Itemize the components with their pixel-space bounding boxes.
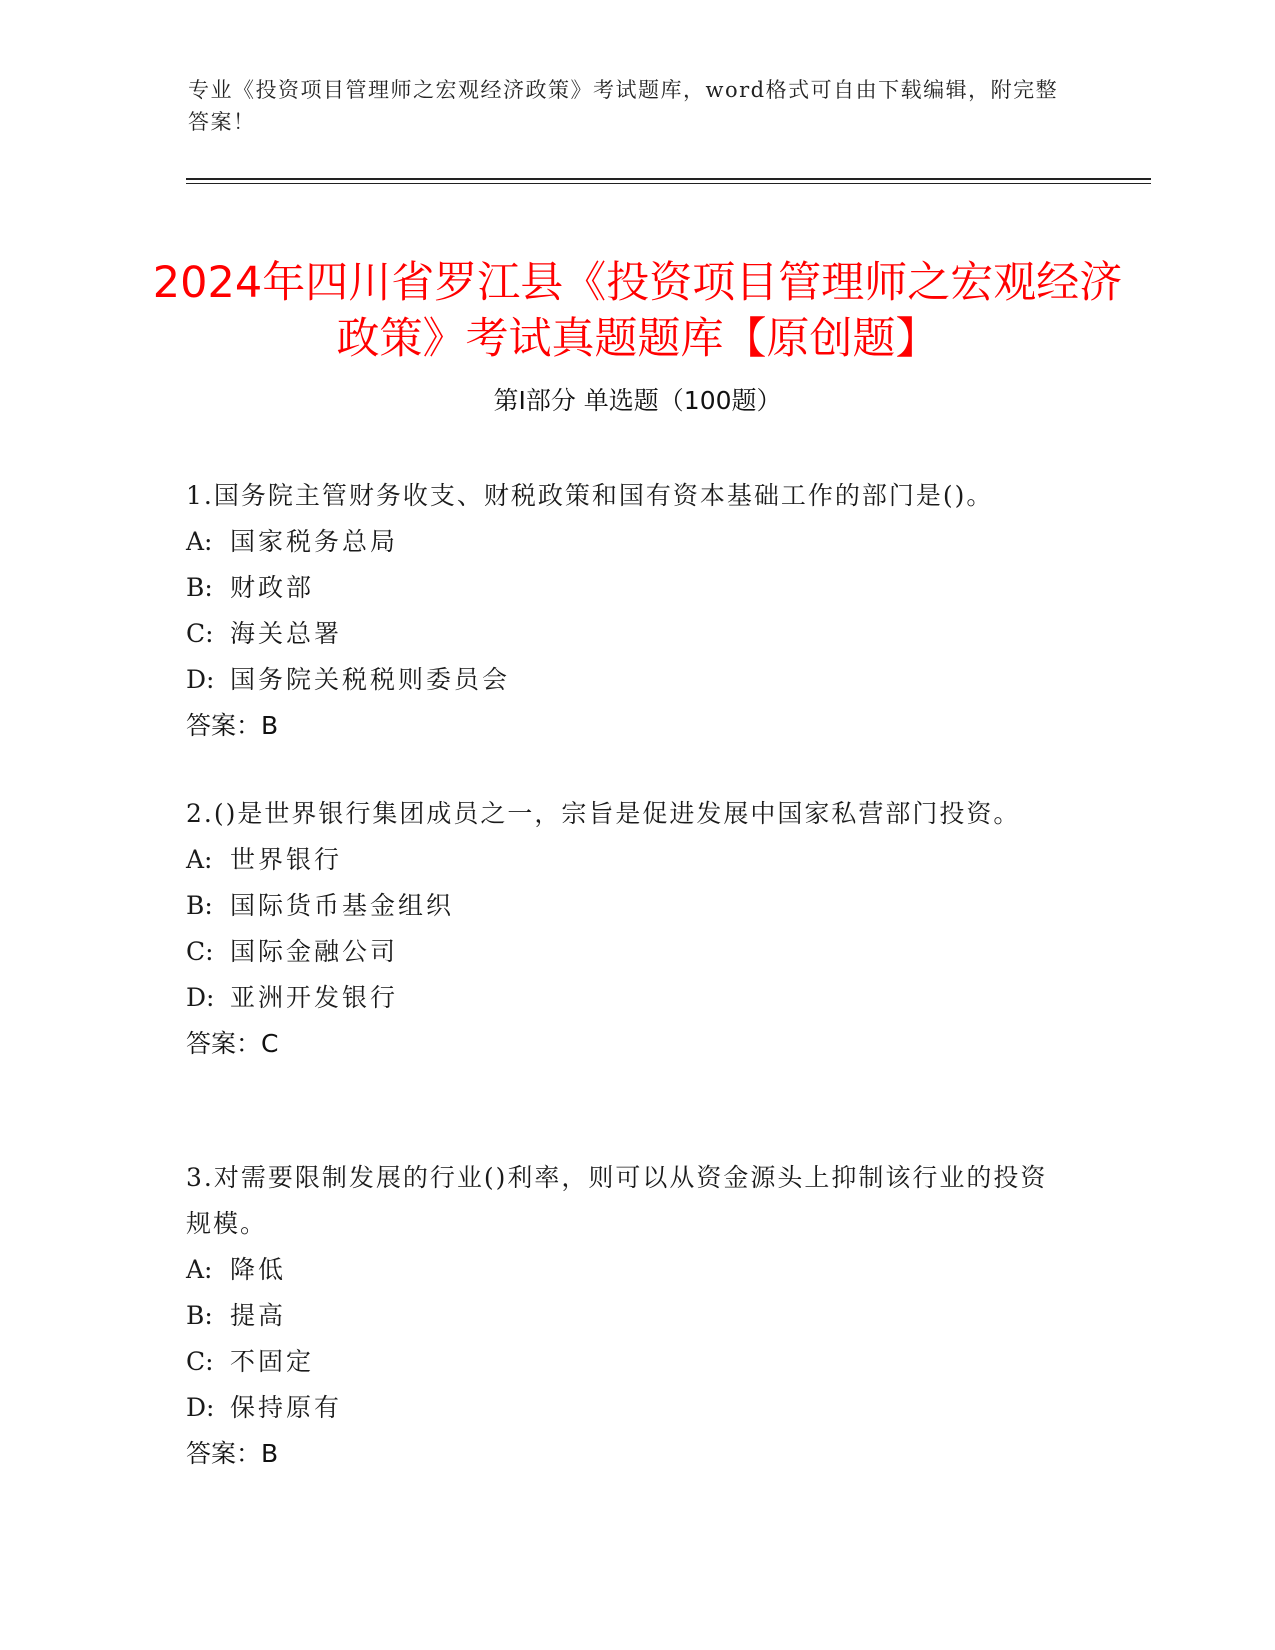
option-d (186, 1385, 1066, 1431)
option-c (186, 611, 1066, 657)
option-letter: B: (186, 1301, 213, 1330)
option-text: 国际货币基金组织 (230, 891, 455, 920)
option-text: 国家税务总局 (230, 527, 399, 556)
option-text: 降低 (230, 1255, 287, 1284)
option-d (186, 975, 1066, 1021)
option-text: 国际金融公司 (230, 937, 399, 966)
option-c (186, 1339, 1066, 1385)
option-text: 财政部 (230, 573, 315, 602)
option-letter: D: (186, 983, 215, 1012)
option-text: 亚洲开发银行 (230, 983, 399, 1012)
option-letter: C: (186, 619, 214, 648)
answer: 答案：B (186, 1439, 279, 1468)
document-title: 2024年四川省罗江县《投资项目管理师之宏观经济政策》考试真题题库【原创题】 (152, 257, 1123, 364)
option-text: 不固定 (230, 1347, 315, 1376)
answer: 答案：B (186, 711, 279, 740)
option-c (186, 929, 1066, 975)
option-text: 提高 (230, 1301, 287, 1330)
question-1 (186, 473, 1066, 749)
option-text: 海关总署 (230, 619, 343, 648)
header-divider-thick (186, 178, 1151, 180)
header-divider-thin (186, 183, 1151, 184)
option-letter: C: (186, 937, 214, 966)
option-text: 保持原有 (230, 1393, 343, 1422)
option-letter: B: (186, 573, 213, 602)
option-text: 世界银行 (230, 845, 343, 874)
option-text: 国务院关税税则委员会 (230, 665, 511, 694)
answer: 答案：C (186, 1029, 279, 1058)
question-stem: 3.对需要限制发展的行业()利率，则可以从资金源头上抑制该行业的投资规模。 (186, 1163, 1048, 1238)
option-b (186, 1293, 1066, 1339)
option-letter: C: (186, 1347, 214, 1376)
option-letter: A: (186, 1255, 213, 1284)
option-letter: A: (186, 527, 213, 556)
option-b (186, 565, 1066, 611)
section-heading: 第Ⅰ部分 单选题（100题） (493, 386, 782, 415)
question-3 (186, 1155, 1066, 1477)
option-a (186, 1247, 1066, 1293)
option-letter: D: (186, 665, 215, 694)
option-letter: B: (186, 891, 213, 920)
question-stem: 1.国务院主管财务收支、财税政策和国有资本基础工作的部门是()。 (186, 481, 994, 510)
option-a (186, 837, 1066, 883)
question-stem: 2.()是世界银行集团成员之一，宗旨是促进发展中国家私营部门投资。 (186, 799, 1021, 828)
option-letter: A: (186, 845, 213, 874)
option-letter: D: (186, 1393, 215, 1422)
question-2 (186, 791, 1066, 1067)
option-a (186, 519, 1066, 565)
header-note: 专业《投资项目管理师之宏观经济政策》考试题库，word格式可自由下载编辑，附完整答案！ (188, 78, 1059, 134)
option-b (186, 883, 1066, 929)
option-d (186, 657, 1066, 703)
